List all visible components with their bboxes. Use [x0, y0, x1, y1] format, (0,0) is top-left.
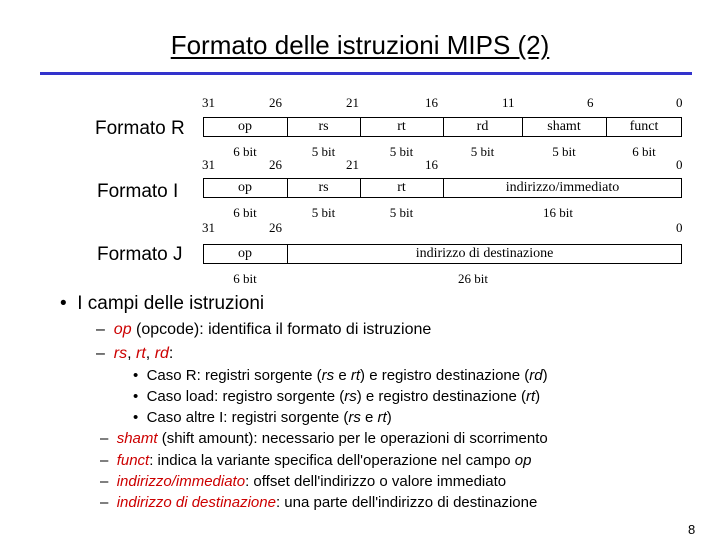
- text: ): [535, 388, 541, 405]
- text: : offset dell'indirizzo o valore immediato: [245, 473, 507, 490]
- text: rd: [529, 367, 543, 384]
- text: Caso load: registro sorgente (: [146, 388, 345, 405]
- r-field-shamt: shamt: [547, 119, 581, 134]
- text: : una parte dell'indirizzo di destinazione: [275, 494, 538, 511]
- term-shamt: shamt: [116, 430, 158, 447]
- r-field-rs: rs: [318, 119, 329, 134]
- i-width-rt: 5 bit: [389, 205, 414, 220]
- sub-case-other-i: • Caso altre I: registri sorgente (rs e rt): [133, 409, 392, 426]
- j-bit-26: 26: [269, 220, 282, 235]
- bullet-imm: – indirizzo/immediato: offset dell'indirizzo o valore immediato: [100, 473, 507, 490]
- i-bit-31: 31: [202, 157, 215, 172]
- bullet-funct: – funct: indica la variante specifica dell'operazione nel campo op: [100, 452, 532, 469]
- r-bit-11: 11: [502, 95, 515, 110]
- i-width-rs: 5 bit: [311, 205, 336, 220]
- op-desc-2: : identifica il formato di istruzione: [199, 321, 432, 338]
- text: ) e registro destinazione (: [356, 388, 526, 405]
- r-bit-31: 31: [202, 95, 215, 110]
- bullet-regs: – rs, rt, rd:: [96, 345, 174, 362]
- format-r-label: Formato R: [95, 118, 185, 139]
- term-op: op: [113, 321, 132, 338]
- r-bit-16: 16: [425, 95, 438, 110]
- page-number: 8: [688, 522, 696, 537]
- r-width-rt: 5 bit: [389, 144, 414, 159]
- title-rule: [40, 72, 692, 75]
- text: rs: [344, 388, 357, 405]
- text: e: [360, 409, 378, 426]
- j-bit-31: 31: [202, 220, 215, 235]
- j-width-dest: 26 bit: [458, 271, 488, 286]
- bullet-main: • I campi delle istruzioni: [60, 293, 265, 314]
- text: rt: [525, 388, 536, 405]
- sep: ,: [145, 345, 155, 362]
- j-field-op: op: [238, 246, 252, 261]
- bullet-op: – op (opcode): identifica il formato di istruzione: [96, 321, 432, 338]
- bullet-shamt: – shamt (shift amount): necessario per le operazioni di scorrimento: [100, 430, 548, 447]
- j-bit-0: 0: [676, 220, 683, 235]
- i-bit-0: 0: [676, 157, 683, 172]
- r-bit-26: 26: [269, 95, 282, 110]
- r-field-op: op: [238, 119, 252, 134]
- text: rs: [348, 409, 361, 426]
- format-i-label: Formato I: [97, 181, 179, 202]
- format-j-label: Formato J: [97, 244, 183, 265]
- term-rd: rd: [154, 345, 169, 362]
- text: op: [514, 452, 532, 469]
- r-bit-6: 6: [587, 95, 594, 110]
- j-width-op: 6 bit: [233, 271, 257, 286]
- text: rt: [377, 409, 387, 426]
- r-width-shamt: 5 bit: [552, 144, 576, 159]
- text: e: [334, 367, 351, 384]
- i-bit-21: 21: [346, 157, 359, 172]
- op-desc-1: (opcode): [131, 321, 200, 338]
- r-field-rt: rt: [397, 119, 406, 134]
- term-funct: funct: [116, 452, 150, 469]
- i-field-imm: indirizzo/immediato: [505, 180, 620, 195]
- r-bit-21: 21: [346, 95, 359, 110]
- text: ): [542, 367, 548, 384]
- i-field-op: op: [238, 180, 252, 195]
- term-dest: indirizzo di destinazione: [116, 494, 276, 511]
- colon: :: [168, 345, 174, 362]
- text: ) e registro destinazione (: [360, 367, 530, 384]
- i-width-op: 6 bit: [233, 205, 257, 220]
- i-bit-26: 26: [269, 157, 282, 172]
- bullet-main-text: I campi delle istruzioni: [77, 293, 265, 314]
- text: rt: [350, 367, 361, 384]
- i-bit-16: 16: [425, 157, 438, 172]
- i-field-rt: rt: [397, 180, 406, 195]
- r-width-rs: 5 bit: [311, 144, 336, 159]
- text: Caso altre I: registri sorgente (: [146, 409, 349, 426]
- i-field-rs: rs: [318, 180, 329, 195]
- sub-case-load: • Caso load: registro sorgente (rs) e registro destinazione (rt): [133, 388, 541, 405]
- slide-title: Formato delle istruzioni MIPS (2): [170, 30, 550, 60]
- r-width-funct: 6 bit: [632, 144, 656, 159]
- r-field-rd: rd: [476, 119, 489, 134]
- text: (shift amount): necessario per le operazioni di scorrimento: [157, 430, 548, 447]
- r-width-op: 6 bit: [233, 144, 257, 159]
- i-width-imm: 16 bit: [543, 205, 573, 220]
- r-bit-0: 0: [676, 95, 683, 110]
- j-field-dest: indirizzo di destinazione: [415, 246, 554, 261]
- term-rt: rt: [136, 345, 146, 362]
- bullet-dest: – indirizzo di destinazione: una parte dell'indirizzo di destinazione: [100, 494, 538, 511]
- text: ): [386, 409, 392, 426]
- text: rs: [321, 367, 335, 384]
- sep: ,: [127, 345, 137, 362]
- text: Caso R: registri sorgente (: [146, 367, 322, 384]
- r-width-rd: 5 bit: [470, 144, 495, 159]
- r-field-funct: funct: [629, 119, 659, 134]
- sub-case-r: • Caso R: registri sorgente (rs e rt) e registro destinazione (rd): [133, 367, 548, 384]
- term-rs: rs: [113, 345, 128, 362]
- term-imm: indirizzo/immediato: [116, 473, 246, 490]
- text: : indica la variante specifica dell'operazione nel campo: [149, 452, 515, 469]
